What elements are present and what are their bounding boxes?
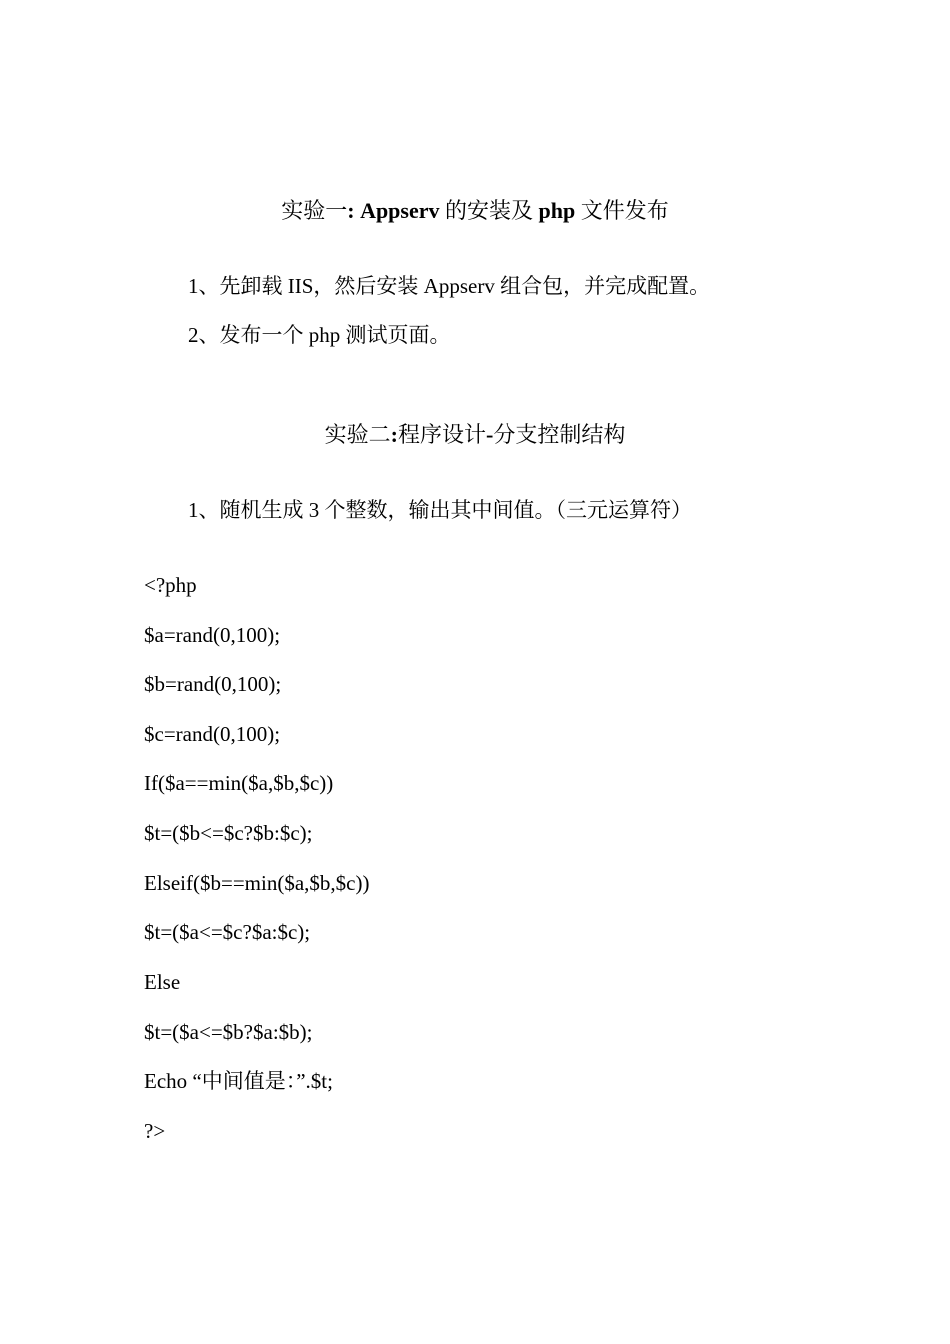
code-line: $c=rand(0,100); (144, 722, 281, 746)
experiment1-title-mid: 的安装及 (439, 198, 539, 223)
code-line: <?php (144, 573, 197, 597)
code-line: $t=($a<=$c?$a:$c); (144, 920, 311, 944)
code-line: ?> (144, 1119, 166, 1143)
experiment1-item-1: 1、先卸载 IIS，然后安装 Appserv 组合包，并完成配置。 (188, 274, 711, 298)
code-line: Else (144, 970, 181, 994)
experiment2-title-colon: : (390, 422, 398, 447)
experiment1-item-2: 2、发布一个 php 测试页面。 (188, 323, 451, 347)
code-line: $t=($a<=$b?$a:$b); (144, 1020, 313, 1044)
experiment1-title-prefix: 实验一 (281, 198, 348, 223)
code-line: If($a==min($a,$b,$c)) (144, 771, 334, 795)
experiment1-title-php: php (538, 198, 576, 223)
experiment1-title (0, 198, 950, 224)
experiment1-title-app: Appserv (354, 198, 440, 223)
code-line: $t=($b<=$c?$b:$c); (144, 821, 313, 845)
experiment2-title-dash: - (486, 422, 494, 447)
experiment2-title-suffix: 分支控制结构 (493, 422, 626, 447)
code-line: $b=rand(0,100); (144, 672, 282, 696)
code-line: Echo “中间值是：”.$t; (144, 1069, 333, 1093)
experiment2-title (0, 422, 950, 448)
experiment2-title-mid: 程序设计 (397, 422, 486, 447)
code-line: $a=rand(0,100); (144, 623, 281, 647)
experiment2-title-prefix: 实验二 (324, 422, 391, 447)
experiment2-item-1: 1、随机生成 3 个整数，输出其中间值。（三元运算符） (188, 498, 692, 522)
experiment1-title-suffix: 文件发布 (575, 198, 669, 223)
experiment1-title-colon: : (347, 198, 355, 223)
code-line: Elseif($b==min($a,$b,$c)) (144, 871, 370, 895)
